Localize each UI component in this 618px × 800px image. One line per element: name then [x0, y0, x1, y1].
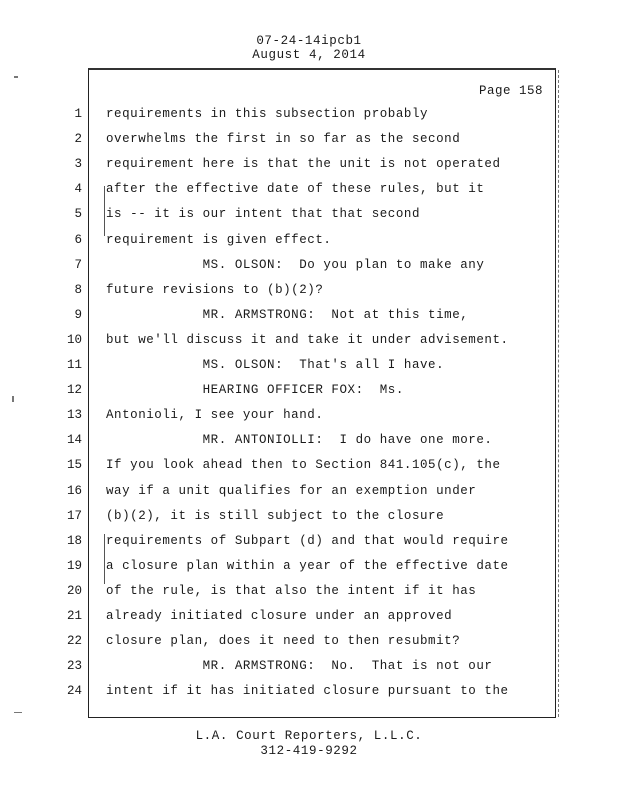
scan-speck	[12, 396, 14, 402]
scan-speck	[14, 76, 18, 78]
line-text: Antonioli, I see your hand.	[106, 408, 324, 422]
line-text: requirements in this subsection probably	[106, 107, 429, 121]
line-number: 11	[66, 358, 82, 372]
line-text: requirement is given effect.	[106, 233, 332, 247]
line-text: requirement here is that the unit is not operated	[106, 157, 501, 171]
line-text: way if a unit qualifies for an exemption under	[106, 484, 477, 498]
line-text: requirements of Subpart (d) and that would require	[106, 534, 509, 548]
footer-reporter-name: L.A. Court Reporters, L.L.C.	[195, 729, 423, 743]
footer-phone: 312-419-9292	[260, 744, 358, 758]
line-number: 23	[66, 659, 82, 673]
header-case-id: 07-24-14ipcb1	[256, 34, 362, 48]
line-number: 12	[66, 383, 82, 397]
line-number: 5	[74, 207, 82, 221]
line-text: future revisions to (b)(2)?	[106, 283, 324, 297]
line-number: 22	[66, 634, 82, 648]
line-number: 14	[66, 433, 82, 447]
line-number: 7	[74, 258, 82, 272]
line-number: 10	[66, 333, 82, 347]
line-number: 18	[66, 534, 82, 548]
line-number: 19	[66, 559, 82, 573]
line-text: MR. ARMSTRONG: Not at this time,	[106, 308, 469, 322]
line-text: MR. ARMSTRONG: No. That is not our	[106, 659, 493, 673]
line-text: but we'll discuss it and take it under advisement.	[106, 333, 509, 347]
line-number: 13	[66, 408, 82, 422]
line-text: (b)(2), it is still subject to the closure	[106, 509, 445, 523]
line-number: 8	[74, 283, 82, 297]
line-text: MR. ANTONIOLLI: I do have one more.	[106, 433, 493, 447]
line-number: 21	[66, 609, 82, 623]
line-number: 6	[74, 233, 82, 247]
line-text: overwhelms the first in so far as the second	[106, 132, 461, 146]
line-text: closure plan, does it need to then resubmit?	[106, 634, 461, 648]
line-number: 2	[74, 132, 82, 146]
line-text: already initiated closure under an approved	[106, 609, 453, 623]
header-date: August 4, 2014	[252, 48, 366, 62]
line-text: If you look ahead then to Section 841.105(c), the	[106, 458, 501, 472]
line-number: 15	[66, 458, 82, 472]
line-text: is -- it is our intent that that second	[106, 207, 420, 221]
line-number: 20	[66, 584, 82, 598]
line-text: HEARING OFFICER FOX: Ms.	[106, 383, 404, 397]
line-number: 9	[74, 308, 82, 322]
scan-speck	[14, 712, 22, 713]
line-number: 16	[66, 484, 82, 498]
line-number: 24	[66, 684, 82, 698]
margin-mark	[104, 534, 105, 584]
line-text: of the rule, is that also the intent if it has	[106, 584, 477, 598]
margin-mark	[104, 186, 105, 236]
line-text: after the effective date of these rules, but it	[106, 182, 485, 196]
line-text: MS. OLSON: Do you plan to make any	[106, 258, 485, 272]
line-number: 1	[74, 107, 82, 121]
line-text: intent if it has initiated closure pursuant to the	[106, 684, 509, 698]
page-number-label: Page 158	[478, 84, 543, 98]
frame-right-edge	[555, 70, 559, 717]
line-number: 17	[66, 509, 82, 523]
line-text: MS. OLSON: That's all I have.	[106, 358, 445, 372]
line-number: 4	[74, 182, 82, 196]
line-number: 3	[74, 157, 82, 171]
line-text: a closure plan within a year of the effective date	[106, 559, 509, 573]
